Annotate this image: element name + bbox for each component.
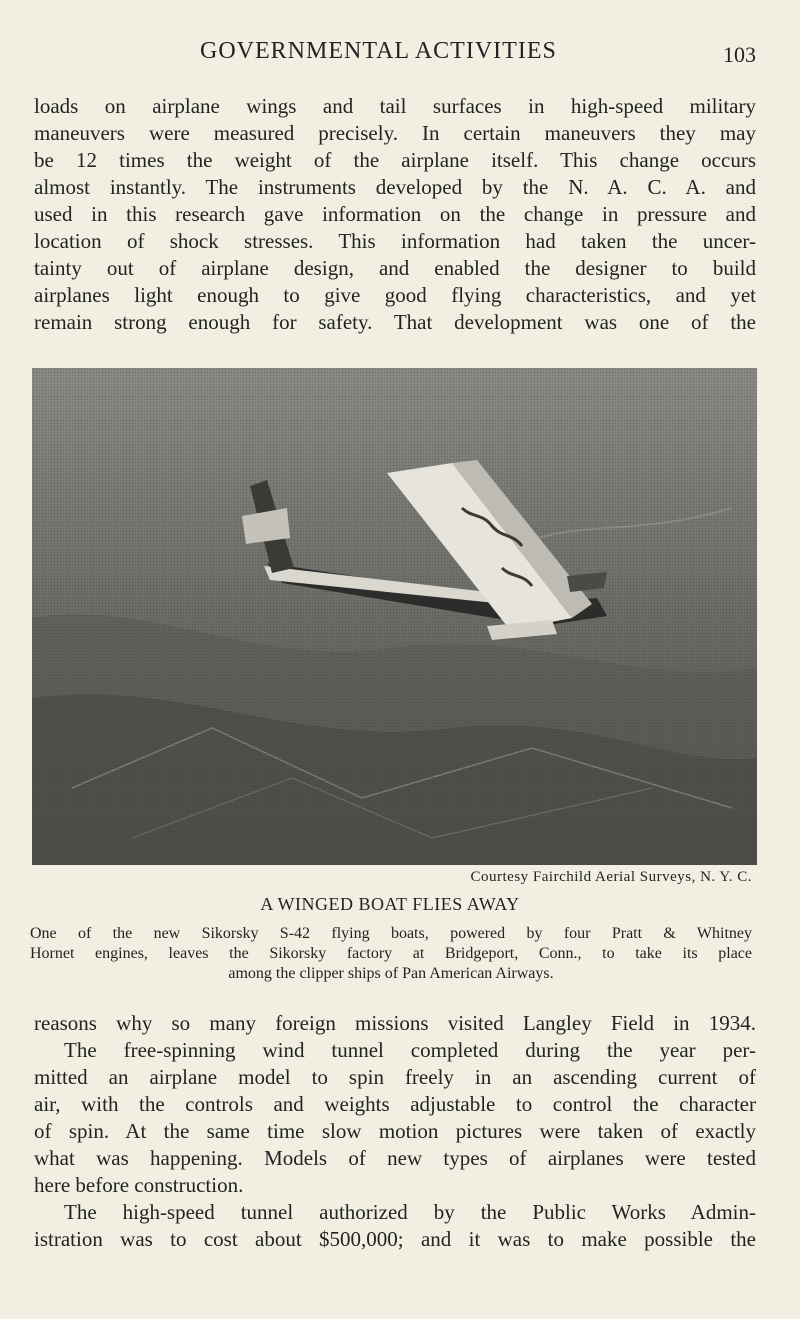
text-line: loads on airplane wings and tail surfaces in high-speed military xyxy=(34,94,756,118)
text-line: almost instantly. The instruments developed by the N. A. C. A. and xyxy=(34,175,756,199)
text-line: reasons why so many foreign missions visited Langley Field in 1934. xyxy=(34,1011,756,1035)
paragraph-top xyxy=(34,93,756,336)
text-line: The free-spinning wind tunnel completed during the year per- xyxy=(64,1038,756,1062)
caption-line: Hornet engines, leaves the Sikorsky factory at Bridgeport, Conn., to take its place xyxy=(30,945,752,962)
running-head: GOVERNMENTAL ACTIVITIES xyxy=(200,38,557,64)
paragraph-high-speed-tunnel xyxy=(34,1199,756,1253)
text-line: here before construction. xyxy=(34,1173,244,1197)
caption-title: A WINGED BOAT FLIES AWAY xyxy=(260,894,520,914)
text-line: used in this research gave information on the change in pressure and xyxy=(34,202,756,226)
text-line: of spin. At the same time slow motion pictures were taken of exactly xyxy=(34,1119,756,1143)
photo-credit: Courtesy Fairchild Aerial Surveys, N. Y. C. xyxy=(470,869,752,885)
caption-line: among the clipper ships of Pan American Airways. xyxy=(228,965,554,982)
text-line: be 12 times the weight of the airplane itself. This change occurs xyxy=(34,148,756,172)
text-line: remain strong enough for safety. That development was one of the xyxy=(34,310,756,334)
text-line: istration was to cost about $500,000; and it was to make possible the xyxy=(34,1227,756,1251)
page-number: 103 xyxy=(723,42,756,67)
text-line: airplanes light enough to give good flying characteristics, and yet xyxy=(34,283,756,307)
paragraph-continuation xyxy=(34,1010,756,1037)
text-line: location of shock stresses. This information had taken the uncer- xyxy=(34,229,756,253)
text-line: maneuvers were measured precisely. In certain maneuvers they may xyxy=(34,121,756,145)
text-line: tainty out of airplane design, and enabled the designer to build xyxy=(34,256,756,280)
caption-body xyxy=(30,924,752,984)
text-line: air, with the controls and weights adjustable to control the character xyxy=(34,1092,756,1116)
flying-boat-photo xyxy=(32,368,757,865)
paragraph-wind-tunnel xyxy=(34,1037,756,1199)
aerial-photo-image xyxy=(32,368,757,865)
text-line: what was happening. Models of new types of airplanes were tested xyxy=(34,1146,756,1170)
text-line: The high-speed tunnel authorized by the Public Works Admin- xyxy=(64,1200,756,1224)
caption-line: One of the new Sikorsky S-42 flying boats, powered by four Pratt & Whitney xyxy=(30,925,752,942)
text-line: mitted an airplane model to spin freely in an ascending current of xyxy=(34,1065,756,1089)
